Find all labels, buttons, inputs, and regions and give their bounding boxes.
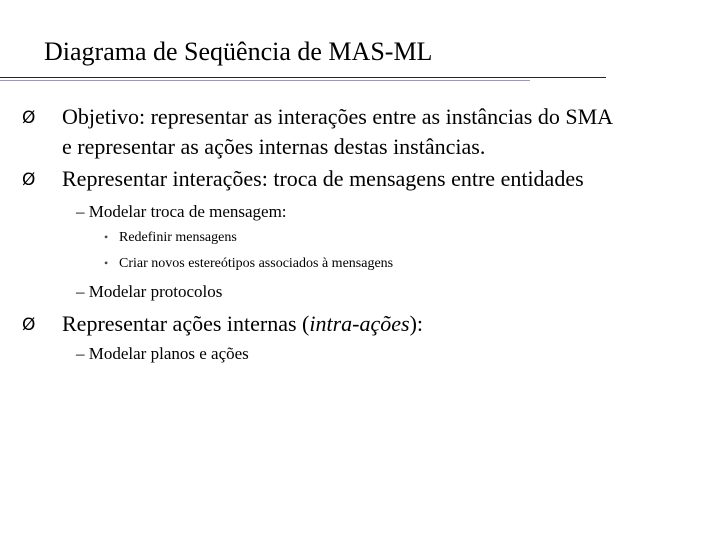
stereotypes-text: Criar novos estereótipos associados à mensagens (119, 256, 394, 271)
plans-actions-text: Modelar planos e ações (88, 344, 249, 363)
title-divider-shadow-line (0, 80, 530, 81)
internal-actions-text-end: ): (409, 311, 424, 336)
sub-bullet-protocols (76, 281, 222, 303)
sub-bullet-plans (76, 343, 249, 365)
objective-text: representar as interações entre as instâncias do SMA (145, 104, 614, 129)
title-divider-line (0, 77, 606, 78)
dash-marker: – (76, 344, 89, 363)
sub-sub-bullet-redefine (104, 227, 237, 248)
bullet-objective (22, 102, 613, 162)
objective-continuation: e representar as ações internas destas instâncias. (62, 134, 486, 159)
sub-bullet-message-exchange (76, 201, 287, 223)
sub-sub-bullet-stereotypes (104, 253, 393, 274)
dot-bullet-icon: • (104, 256, 109, 270)
bullet-internal-actions (22, 309, 423, 340)
title-divider (0, 77, 606, 80)
redefine-messages-text: Redefinir mensagens (119, 230, 237, 245)
dash-marker: – (76, 202, 89, 221)
slide-title: Diagrama de Seqüência de MAS-ML (44, 37, 433, 66)
protocols-text: Modelar protocolos (88, 282, 223, 301)
arrow-bullet-icon: Ø (22, 315, 36, 335)
objective-label: Objetivo: (62, 104, 146, 129)
bullet-interactions (22, 164, 584, 195)
message-exchange-text: Modelar troca de mensagem: (88, 202, 287, 221)
internal-actions-text: Representar ações internas ( (62, 311, 310, 336)
interactions-text: Representar interações: troca de mensagens entre entidades (62, 166, 584, 191)
arrow-bullet-icon: Ø (22, 170, 36, 190)
dot-bullet-icon: • (104, 230, 109, 244)
dash-marker: – (76, 282, 89, 301)
intra-actions-term: intra-ações (309, 311, 410, 336)
arrow-bullet-icon: Ø (22, 108, 36, 128)
